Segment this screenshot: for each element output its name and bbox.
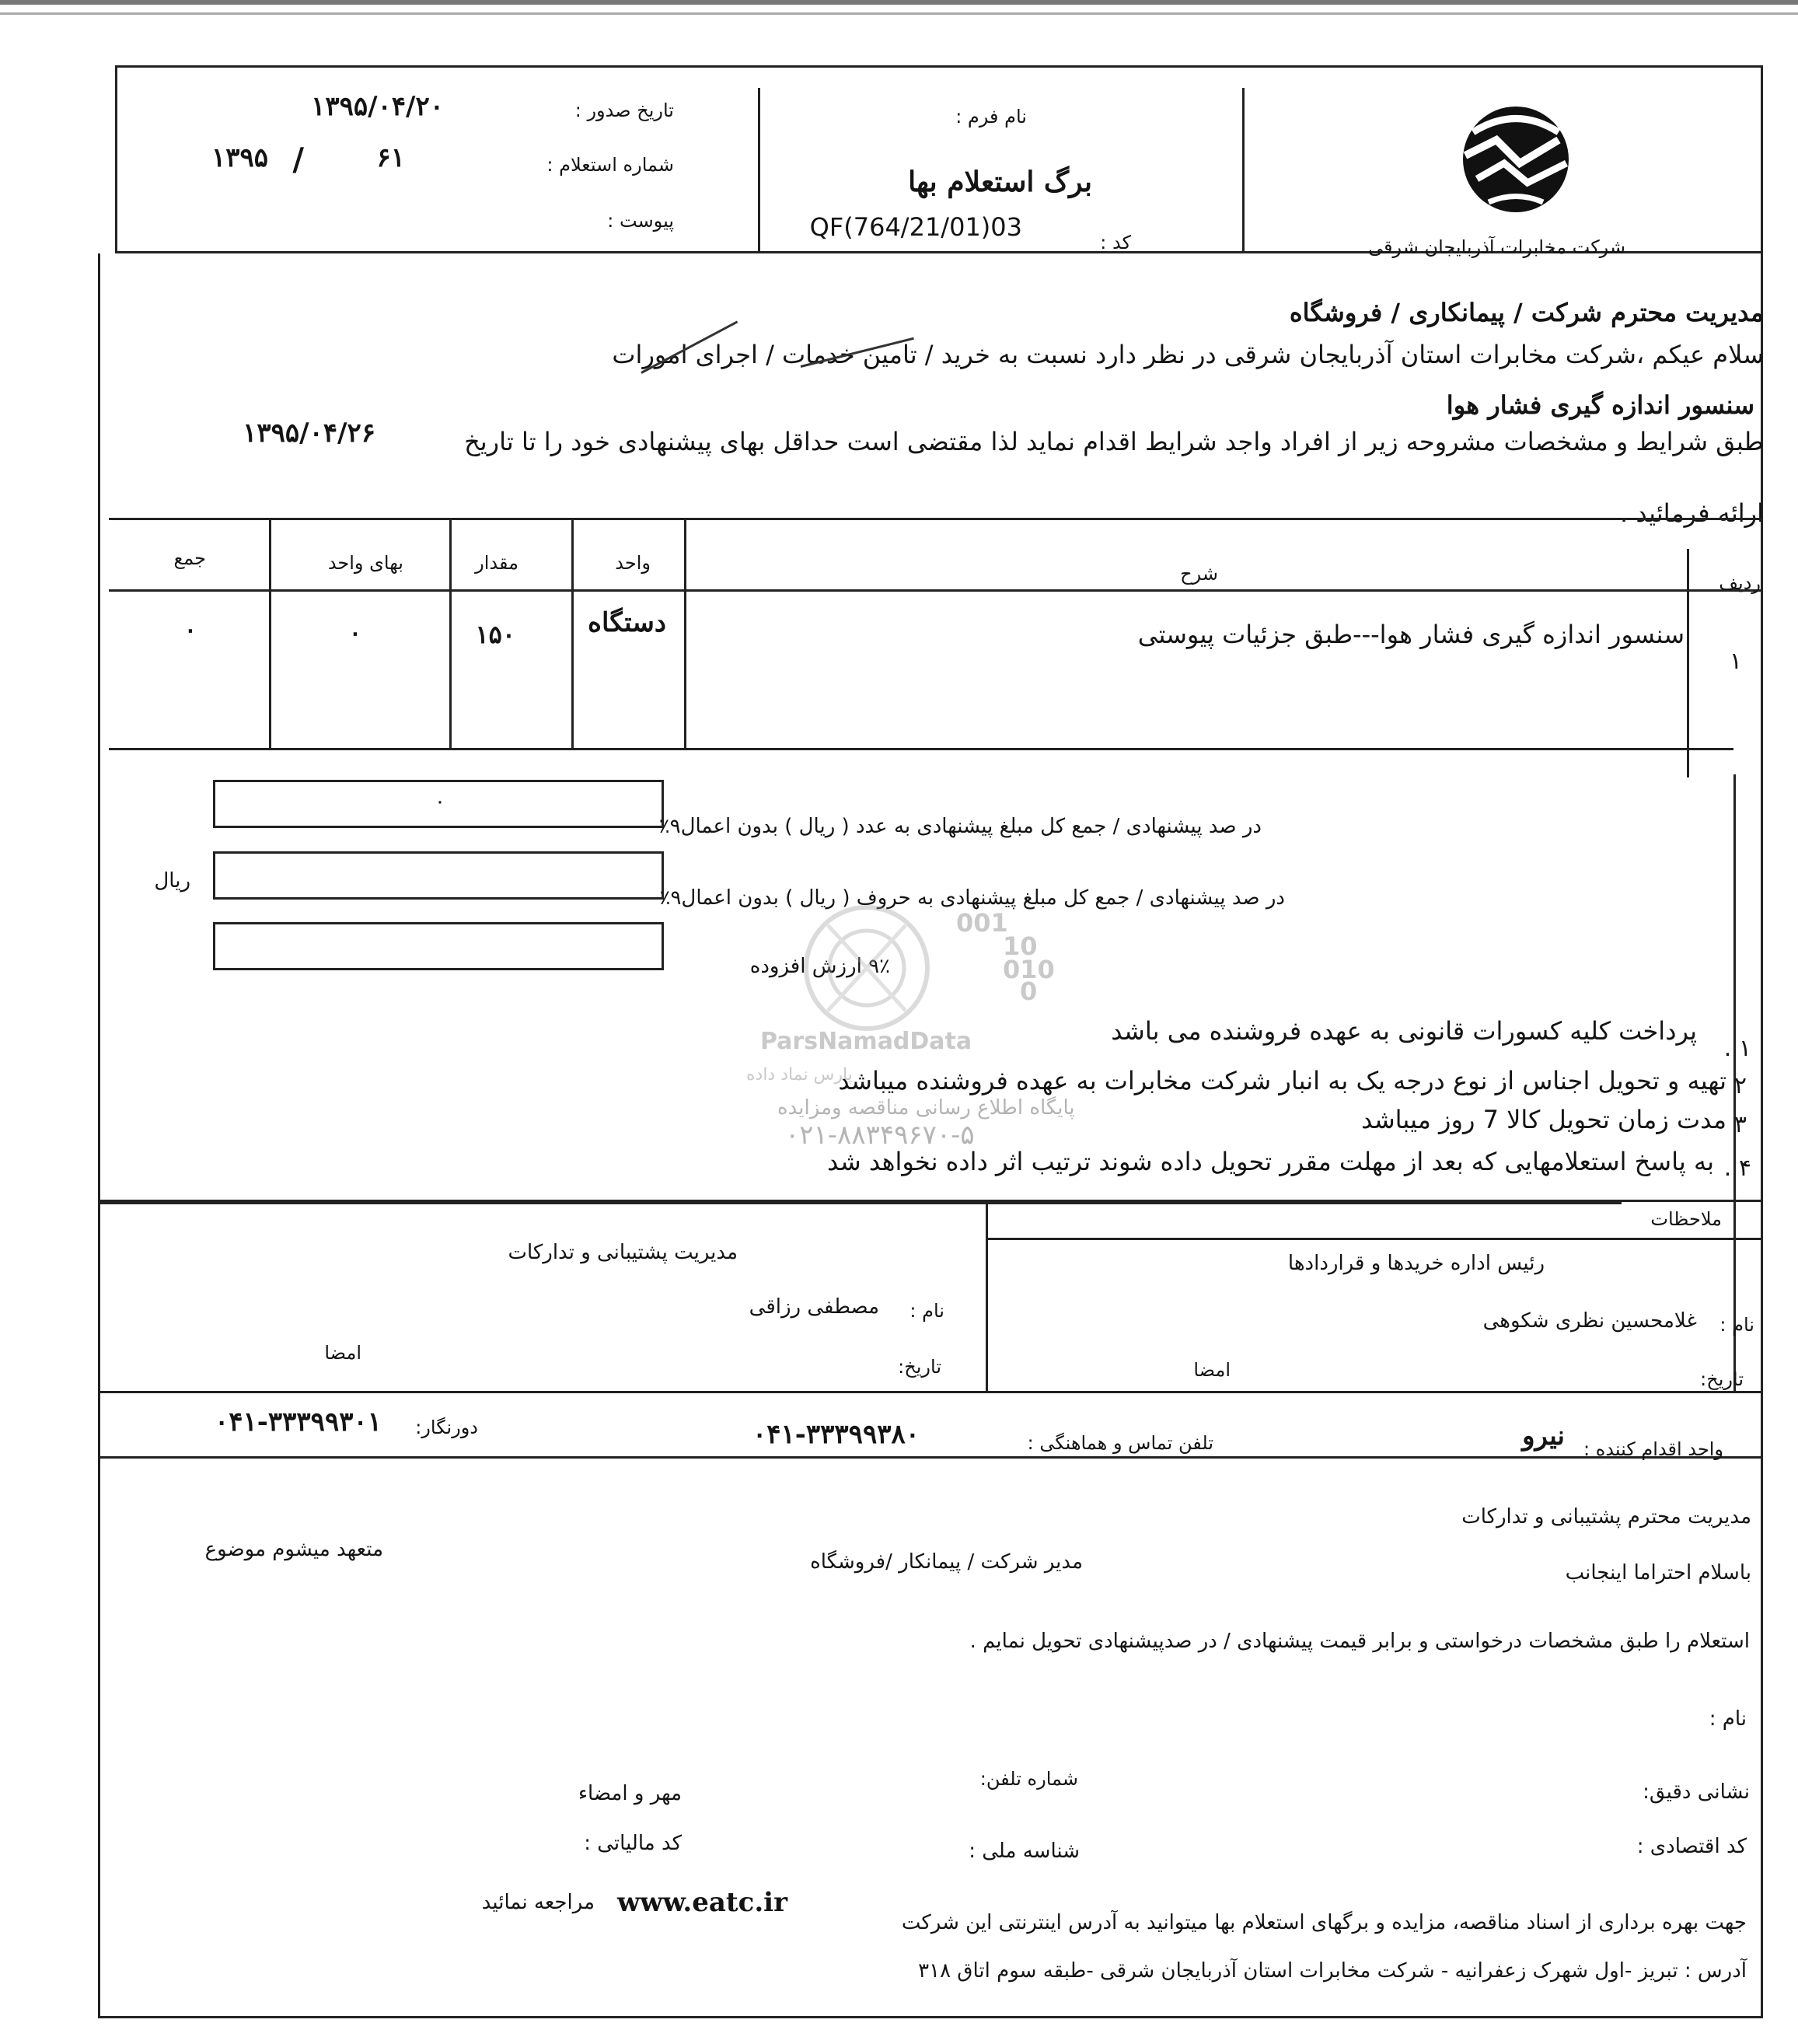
col-sep-row bbox=[1687, 549, 1689, 777]
form-title: برگ استعلام بها bbox=[908, 166, 1092, 198]
inquiry-subject: سنسور اندازه گیری فشار هوا bbox=[1446, 390, 1754, 420]
intro-line-2: طبق شرایط و مشخصات مشروحه زیر از افراد واجد شرایط اقدام نماید لذا مقتضی است حداقل بهای پیشنهادی خود را تا تاریخ bbox=[464, 427, 1764, 456]
reply-name-label: نام : bbox=[1709, 1707, 1747, 1731]
fax-value: ۰۴۱-۳۳۳۹۹۳۰۱ bbox=[215, 1406, 382, 1438]
col-sep-desc bbox=[684, 518, 686, 748]
td-description: سنسور اندازه گیری فشار هوا---طبق جزئیات پیوستی bbox=[1137, 620, 1685, 649]
total-numeric-value: ۰ bbox=[435, 790, 445, 813]
vat-label: ۹٪ ارزش افزوده bbox=[749, 955, 890, 978]
contact-phone-value: ۰۴۱-۳۳۳۹۹۳۸۰ bbox=[752, 1419, 920, 1450]
table-top-line bbox=[109, 518, 1763, 520]
footer-site-note: جهت بهره برداری از اسناد مناقصه، مزایده و برگهای استعلام بها میتوانید به آدرس اینترنتی این شرکت bbox=[901, 1911, 1747, 1934]
issue-date-label: تاریخ صدور : bbox=[574, 100, 674, 121]
reply-national-id-label: شناسه ملی : bbox=[969, 1840, 1080, 1863]
table-header-line bbox=[109, 589, 1763, 592]
signer-right-sign-label: امضا bbox=[1193, 1359, 1231, 1381]
action-unit-label: واحد اقدام کننده : bbox=[1583, 1438, 1723, 1460]
intro-line-3: ارائه فرمائید . bbox=[1619, 498, 1764, 528]
signer-left-date-label: تاریخ: bbox=[898, 1356, 941, 1378]
watermark-phone: ۰۲۱-۸۸۳۴۹۶۷۰-۵ bbox=[785, 1120, 975, 1151]
td-quantity: ۱۵۰ bbox=[475, 620, 515, 649]
action-unit-value: نیرو bbox=[1522, 1420, 1565, 1452]
total-numeric-label: در صد پیشنهادی / جمع کل مبلغ پیشنهادی به عدد ( ریال ) بدون اعمال۹٪ bbox=[658, 815, 1262, 838]
watermark-binary-1: 001 bbox=[956, 908, 1008, 938]
header-divider-meta bbox=[758, 88, 760, 253]
signer-left-name-label: نام : bbox=[909, 1300, 944, 1322]
total-words-label: در صد پیشنهادی / جمع کل مبلغ پیشنهادی به حروف ( ریال ) بدون اعمال۹٪ bbox=[659, 886, 1285, 910]
footer-address: آدرس : تبریز -اول شهرک زعفرانیه - شرکت مخابرات استان آذربایجان شرقی -طبقه سوم اتاق ۳۱۸ bbox=[918, 1959, 1747, 1983]
watermark-tagline: پارس نماد داده bbox=[746, 1065, 853, 1085]
intro-line-1: سلام عیکم ،شرکت مخابرات استان آذربایجان شرقی در نظر دارد نسبت به خرید / تامین خدمات / اجرای امورات bbox=[612, 340, 1764, 369]
watermark-binary-3: 010 bbox=[1003, 955, 1055, 984]
td-total: ۰ bbox=[183, 617, 197, 644]
form-name-label: نام فرم : bbox=[955, 106, 1027, 128]
table-bottom-line bbox=[109, 748, 1733, 750]
vat-box bbox=[213, 922, 664, 970]
header-divider-logo bbox=[1242, 88, 1245, 253]
contact-phone-label: تلفن تماس و هماهنگی : bbox=[1027, 1432, 1213, 1454]
remarks-label: ملاحظات bbox=[1650, 1208, 1722, 1230]
reply-phone-label: شماره تلفن: bbox=[979, 1768, 1078, 1790]
condition-4-text: به پاسخ استعلامهایی که بعد از مهلت مقرر تحویل داده شوند ترتیب اثر داده نخواهد شد bbox=[827, 1147, 1714, 1176]
watermark-binary-4: 0 bbox=[1020, 977, 1038, 1006]
signature-right-top-line bbox=[986, 1238, 1763, 1240]
code-value: QF(764/21/01)03 bbox=[809, 212, 1022, 242]
reply-seal-label: مهر و امضاء bbox=[578, 1782, 682, 1805]
condition-3-num: ۳ bbox=[1733, 1111, 1747, 1138]
reply-addressee: مدیریت محترم پشتیبانی و تدارکات bbox=[1461, 1505, 1751, 1529]
reply-tax-code-label: کد مالیاتی : bbox=[584, 1832, 682, 1855]
footer-refer: مراجعه نمائید bbox=[481, 1891, 595, 1914]
scan-edge-top bbox=[0, 0, 1798, 5]
signer-right-date-label: تاریخ: bbox=[1700, 1368, 1744, 1390]
issue-date-value: ۱۳۹۵/۰۴/۲۰ bbox=[311, 91, 444, 122]
reply-greeting: باسلام احتراما اینجانب bbox=[1565, 1561, 1751, 1585]
th-quantity: مقدار bbox=[475, 552, 518, 574]
signer-right-title: رئیس اداره خریدها و قراردادها bbox=[1287, 1252, 1545, 1275]
th-total: جمع bbox=[173, 547, 206, 569]
reply-economic-code-label: کد اقتصادی : bbox=[1636, 1835, 1747, 1858]
attachment-label: پیوست : bbox=[607, 210, 674, 232]
reply-undertaking: متعهد میشوم موضوع bbox=[204, 1538, 383, 1561]
watermark-binary-2: 10 bbox=[1003, 931, 1038, 961]
reply-address-label: نشانی دقیق: bbox=[1643, 1780, 1750, 1804]
intro-addressee: مدیریت محترم شرکت / پیمانکاری / فروشگاه bbox=[1289, 298, 1764, 327]
td-unit: دستگاه bbox=[588, 607, 666, 638]
footer-website[interactable]: www.eatc.ir bbox=[617, 1887, 787, 1918]
watermark-brand: ParsNamadData bbox=[760, 1028, 972, 1055]
td-row: ۱ bbox=[1729, 648, 1742, 675]
company-name: شرکت مخابرات آذربایجان شرقی bbox=[1368, 236, 1625, 258]
scan-edge-top-2 bbox=[0, 12, 1798, 15]
fax-label: دورنگار: bbox=[415, 1417, 478, 1438]
col-sep-price bbox=[269, 518, 271, 748]
condition-2-text: تهیه و تحویل اجناس از نوع درجه یک به انبار شرکت مخابرات به عهده فروشنده میباشد bbox=[838, 1066, 1726, 1095]
condition-1-num: ۱ . bbox=[1723, 1035, 1751, 1062]
td-unit-price: ۰ bbox=[348, 620, 361, 647]
signer-left-title: مدیریت پشتیبانی و تدارکات bbox=[508, 1241, 738, 1264]
signature-divider bbox=[986, 1202, 988, 1393]
company-logo-icon bbox=[1442, 101, 1590, 218]
inquiry-number-separator: / bbox=[292, 142, 304, 178]
th-unit: واحد bbox=[615, 552, 651, 574]
reply-company-label: مدیر شرکت / پیمانکار /فروشگاه bbox=[810, 1550, 1083, 1574]
inquiry-number-value: ۶۱ bbox=[376, 142, 405, 173]
watermark-line-1: پایگاه اطلاع رسانی مناقصه ومزایده bbox=[777, 1096, 1075, 1120]
deadline-date: ۱۳۹۵/۰۴/۲۶ bbox=[243, 418, 375, 449]
code-label: کد : bbox=[1100, 232, 1131, 253]
th-description: شرح bbox=[1180, 563, 1218, 585]
condition-3-text: مدت زمان تحویل کالا 7 روز میباشد bbox=[1361, 1105, 1726, 1134]
currency-label: ریال bbox=[154, 869, 190, 893]
signer-right-name: غلامحسین نظری شکوهی bbox=[1482, 1309, 1697, 1333]
signer-right-name-label: نام : bbox=[1719, 1314, 1754, 1336]
signer-left-sign-label: امضا bbox=[324, 1342, 361, 1364]
condition-1-text: پرداخت کلیه کسورات قانونی به عهده فروشنده می باشد bbox=[1111, 1016, 1697, 1046]
inquiry-number-label: شماره استعلام : bbox=[546, 154, 674, 176]
condition-2-num: ۲ bbox=[1733, 1072, 1747, 1099]
condition-4-num: ۴ . bbox=[1723, 1155, 1751, 1182]
signature-top-line bbox=[98, 1202, 1622, 1204]
reply-statement: استعلام را طبق مشخصات درخواستی و برابر قیمت پیشنهادی / در صدپیشنهادی تحویل نمایم . bbox=[969, 1630, 1750, 1653]
col-sep-unit bbox=[571, 518, 574, 748]
col-sep-qty bbox=[449, 518, 452, 748]
th-unit-price: بهای واحد bbox=[327, 552, 403, 574]
inquiry-year-value: ۱۳۹۵ bbox=[211, 142, 268, 173]
signer-left-name: مصطفی رزاقی bbox=[749, 1295, 879, 1319]
signature-right-edge bbox=[1733, 1202, 1736, 1393]
total-words-box bbox=[213, 851, 664, 900]
th-row: ردیف bbox=[1719, 572, 1761, 594]
